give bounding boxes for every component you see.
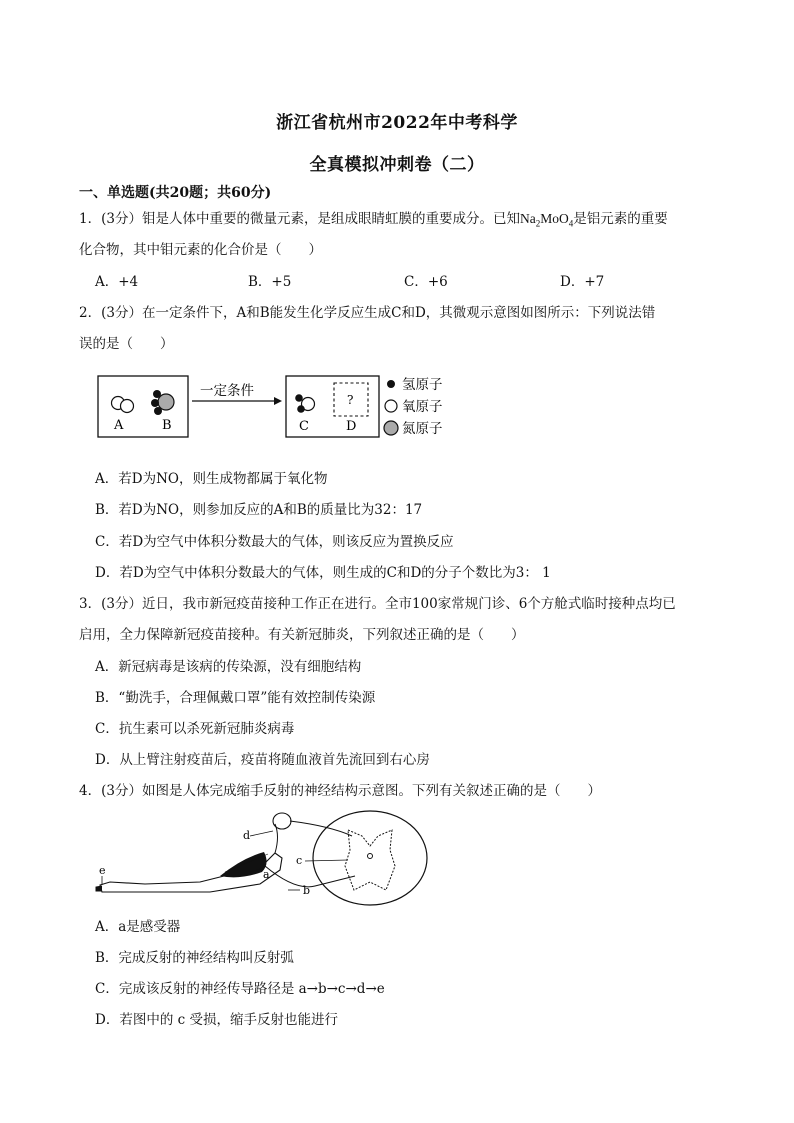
q3-stem-line1: 3．(3分）近日，我市新冠疫苗接种工作正在进行。全市100家常规门诊、6个方舱式临时接种点均已 [79,596,676,612]
q1-option-b[interactable]: B．+5 [248,274,292,290]
q1-formula: $Na_2MoO_4$ [519,211,574,229]
label-c: C [299,419,309,434]
label-line-d [250,831,273,836]
label-d: D [346,419,357,434]
q3-option-a[interactable]: A．新冠病毒是该病的传染源，没有细胞结构 [95,659,362,675]
q1-stem-post: 是铝元素的重要 [573,211,668,227]
q1-option-c[interactable]: C．+6 [404,274,448,290]
label-d: d [243,829,251,842]
q2-stem-line1: 2．(3分）在一定条件下，A和B能发生化学反应生成C和D，其微观示意图如图所示：下列说法错 [79,305,656,321]
label-a: A [114,418,124,433]
label-a: a [263,868,270,881]
q1-stem-line1 [79,207,668,229]
q1-stem-line2: 化合物，其中钼元素的化合价是（ ） [79,242,322,258]
legend-oxygen-icon [385,400,397,412]
q3-stem-line2: 启用，全力保障新冠疫苗接种。有关新冠肺炎，下列叙述正确的是（ ） [79,627,525,643]
q4-reflex-arc-diagram [90,806,450,908]
q4-option-c[interactable]: C．完成该反射的神经传导路径是 a→b→c→d→e [95,981,385,997]
q2-stem-line2: 误的是（ ） [79,336,174,352]
arrow-head-icon [274,397,282,405]
q1-option-d[interactable]: D．+7 [560,274,605,290]
label-e: e [99,864,106,877]
exam-title-line1: 浙江省杭州市2022年中考科学 [276,113,518,133]
nitrogen-atom-icon [158,394,174,410]
exam-title-line2: 全真模拟冲刺卷（二） [309,155,485,175]
legend-hydrogen-label: 氢原子 [402,377,443,393]
hydrogen-atom-icon [295,394,303,402]
fingertip-icon [96,886,102,891]
legend-nitrogen-label: 氮原子 [402,421,443,437]
q4-stem-line1: 4．(3分）如图是人体完成缩手反射的神经结构示意图。下列有关叙述正确的是（ ） [79,783,601,799]
q4-option-d[interactable]: D．若图中的 c 受损，缩手反射也能进行 [95,1012,338,1028]
q4-option-a[interactable]: A．a是感受器 [95,919,181,935]
legend-nitrogen-icon [384,421,398,435]
q2-option-a[interactable]: A．若D为NO，则生成物都属于氧化物 [95,471,328,487]
legend-oxygen-label: 氧原子 [402,399,443,415]
label-b: b [303,884,311,897]
q3-option-d[interactable]: D．从上臂注射疫苗后，疫苗将随血液首先流回到右心房 [95,752,430,768]
q3-option-b[interactable]: B．“勤洗手，合理佩戴口罩”能有效控制传染源 [95,690,376,706]
section-heading: 一、单选题(共20题；共60分) [79,185,272,201]
label-c: c [296,854,303,867]
q4-option-b[interactable]: B．完成反射的神经结构叫反射弧 [95,950,294,966]
oxygen-atom-icon [121,400,134,413]
hydrogen-atom-icon [297,405,305,413]
q2-reaction-diagram [96,370,466,442]
hydrogen-atom-icon [154,407,162,415]
q2-option-c[interactable]: C．若D为空气中体积分数最大的气体，则该反应为置换反应 [95,534,454,550]
q1-option-a[interactable]: A．+4 [95,274,139,290]
hydrogen-atom-icon [151,399,159,407]
reactant-box [98,376,188,437]
q2-option-d[interactable]: D．若D为空气中体积分数最大的气体，则生成的C和D的分子个数比为3： 1 [95,565,551,581]
reaction-condition: 一定条件 [200,383,254,399]
label-b: B [162,418,172,433]
hydrogen-atom-icon [153,390,161,398]
q1-stem-pre: 1．(3分）钼是人体中重要的微量元素，是组成眼睛虹膜的重要成分。已知 [79,211,520,227]
q2-option-b[interactable]: B．若D为NO，则参加反应的A和B的质量比为32：17 [95,502,423,518]
legend-hydrogen-icon [387,380,395,388]
q3-option-c[interactable]: C．抗生素可以杀死新冠肺炎病毒 [95,721,295,737]
question-mark: ? [347,393,354,407]
